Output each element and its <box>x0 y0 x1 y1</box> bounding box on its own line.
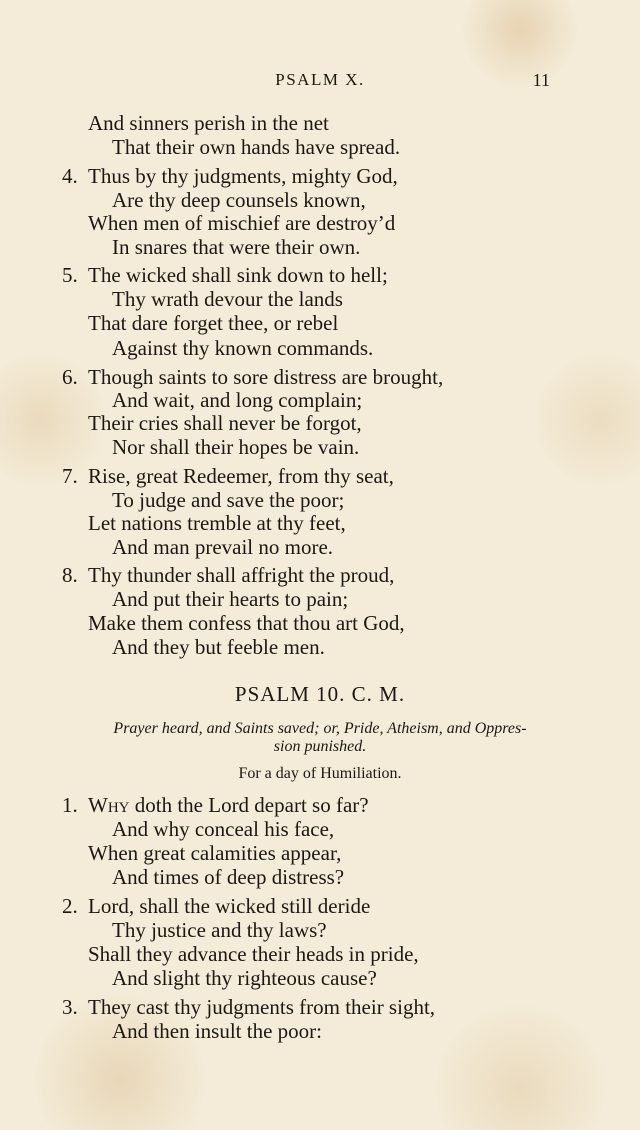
verse-line: In snares that were their own. <box>112 235 361 259</box>
verse-line: Make them confess that thou art God, <box>88 611 405 635</box>
verse-line: And sinners perish in the net <box>88 111 329 135</box>
stanza-number: 6. <box>62 365 78 389</box>
verse-line: And put their hearts to pain; <box>112 587 349 611</box>
verse-line: Their cries shall never be forgot, <box>88 411 362 435</box>
verse-line: Against thy known commands. <box>112 336 374 360</box>
verse-line: And then insult the poor: <box>112 1019 322 1043</box>
stanza-number: 2. <box>62 894 78 918</box>
verse-line: Though saints to sore distress are brought, <box>88 365 444 389</box>
stanza-number: 1. <box>62 793 78 817</box>
verse-line: When men of mischief are destroy’d <box>88 211 396 235</box>
psalm-subtitle-line-2: sion punished. <box>273 738 367 755</box>
verse-line: They cast thy judgments from their sight, <box>88 995 436 1019</box>
verse-line: Thy justice and thy laws? <box>112 918 327 942</box>
psalm-subtitle-line-1: Prayer heard, and Saints saved; or, Pride, Atheism, and Oppres- <box>113 720 527 737</box>
verse-line <box>88 793 369 817</box>
verse-line: Let nations tremble at thy feet, <box>88 511 346 535</box>
stanza-number: 5. <box>62 263 78 287</box>
verse-line: Thus by thy judgments, mighty God, <box>88 164 398 188</box>
verse-line: And they but feeble men. <box>112 635 325 659</box>
verse-line: And wait, and long complain; <box>112 388 363 412</box>
verse-line: Nor shall their hopes be vain. <box>112 435 360 459</box>
small-caps-opening: Why <box>88 793 130 817</box>
verse-line: To judge and save the poor; <box>112 488 345 512</box>
stanza-number: 7. <box>62 464 78 488</box>
page-number: 11 <box>532 70 550 90</box>
verse-line: Are thy deep counsels known, <box>112 188 366 212</box>
verse-line: And slight thy righteous cause? <box>112 966 377 990</box>
verse-line: Thy wrath devour the lands <box>112 287 343 311</box>
verse-line: When great calamities appear, <box>88 841 342 865</box>
verse-line: Thy thunder shall affright the proud, <box>88 563 395 587</box>
verse-line: Rise, great Redeemer, from thy seat, <box>88 464 394 488</box>
verse-line: And why conceal his face, <box>112 817 335 841</box>
verse-line: That dare forget thee, or rebel <box>88 311 339 335</box>
psalm-occasion: For a day of Humiliation. <box>238 765 402 782</box>
psalm-title: PSALM 10. C. M. <box>234 682 406 706</box>
page-header <box>0 70 640 96</box>
verse-line-rest: doth the Lord depart so far? <box>129 793 369 817</box>
verse-line: And times of deep distress? <box>112 865 345 889</box>
stanza-number: 4. <box>62 164 78 188</box>
verse-line: That their own hands have spread. <box>112 135 401 159</box>
running-title: PSALM X. <box>275 70 365 89</box>
verse-line: Shall they advance their heads in pride, <box>88 942 419 966</box>
verse-line: Lord, shall the wicked still deride <box>88 894 371 918</box>
stanza-number: 8. <box>62 563 78 587</box>
stanza-number: 3. <box>62 995 78 1019</box>
verse-line: And man prevail no more. <box>112 535 334 559</box>
verse-line: The wicked shall sink down to hell; <box>88 263 388 287</box>
